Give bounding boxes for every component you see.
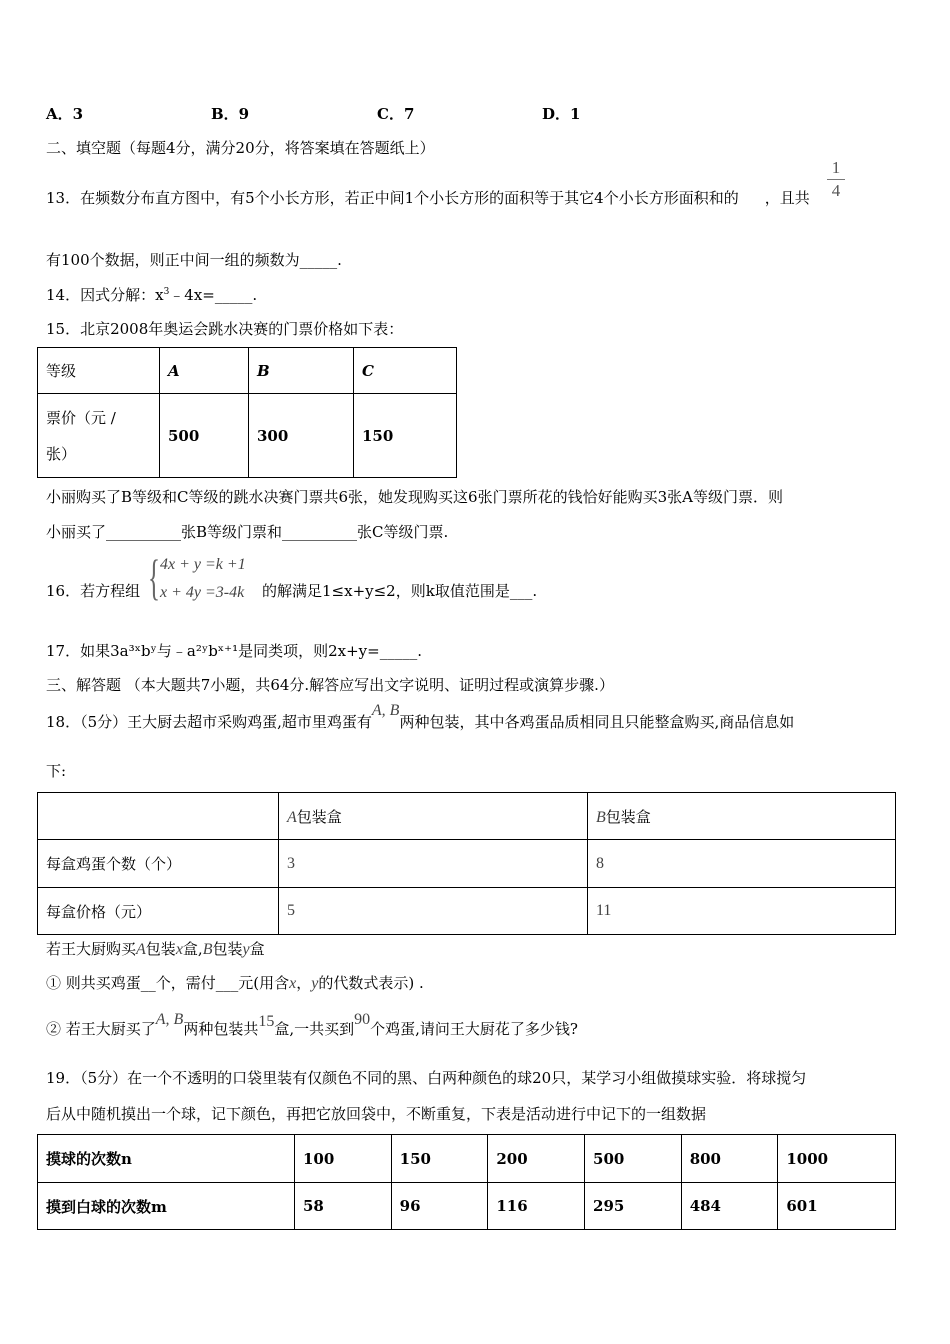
q18-row-price-label: 每盒价格（元） <box>38 888 279 935</box>
q14-part-a: 14．因式分解：x <box>46 286 164 304</box>
q18-s1d: y <box>311 975 319 992</box>
q16-eq1: 4x + y =k +1 <box>160 556 246 573</box>
q18-t1i: 盒 <box>249 940 265 958</box>
q18-price-b: 11 <box>588 888 896 935</box>
q15-header-b: B <box>249 348 354 394</box>
q18-s1c: ， <box>296 974 312 992</box>
choice-d: D．1 <box>542 105 581 123</box>
q19-m-2: 96 <box>391 1183 488 1230</box>
q13-frac-den: 4 <box>831 181 841 200</box>
q16-post: 的解满足1≤x+y≤2，则k取值范围是___. <box>262 582 538 600</box>
q19-n-4: 500 <box>585 1135 682 1183</box>
q18-s2d: 15 <box>258 1013 275 1030</box>
q19-m-4: 295 <box>585 1183 682 1230</box>
q18-s2c: 两种包装共 <box>183 1020 259 1038</box>
q18-part-b: 两种包装，其中各鸡蛋品质相同且只能整盒购买,商品信息如 <box>399 713 795 731</box>
q18-sub1 <box>46 972 424 993</box>
q15-row-label-1: 票价（元 / <box>46 408 116 427</box>
q18-price-a: 5 <box>279 888 588 935</box>
q15-text-1: 小丽购买了B等级和C等级的跳水决赛门票共6张，她发现购买这6张门票所花的钱恰好能购买3张A等级门票．则 <box>46 488 783 506</box>
q18-part-a: 18．（5分）王大厨去超市采购鸡蛋,超市里鸡蛋有 <box>46 713 372 731</box>
q13-fraction <box>827 158 845 201</box>
q15-row-label-2: 张） <box>46 444 77 463</box>
q14-part-b: ﹣4x=_____. <box>169 286 258 304</box>
brace-icon: { <box>148 549 160 605</box>
q15-price-c: 150 <box>354 394 457 478</box>
q15-price-a: 500 <box>160 394 249 478</box>
q18-row-count-label: 每盒鸡蛋个数（个） <box>38 840 279 888</box>
q18-s1a: ① 则共买鸡蛋__个，需付___元(用含 <box>46 974 290 992</box>
q16-eq2: x + 4y =3-4k <box>160 584 245 601</box>
q18-count-a: 3 <box>279 840 588 888</box>
q19-n-3: 200 <box>488 1135 585 1183</box>
q18-s2a: ② 若王大厨买了 <box>46 1020 156 1038</box>
q18-t1a: 若王大厨购买 <box>46 940 137 958</box>
q18-egg-table <box>37 792 896 935</box>
q18-text <box>46 702 795 732</box>
q19-text-2: 后从中随机摸出一个球，记下颜色，再把它放回袋中，不断重复，下表是活动进行中记下的一组数据 <box>46 1105 707 1123</box>
q16-pre: 16．若方程组 <box>46 582 141 600</box>
q18-header-b <box>588 793 896 840</box>
q18-buy-line <box>46 938 265 959</box>
q18-header-a-suffix: 包装盒 <box>296 807 342 826</box>
q18-header-b-suffix: 包装盒 <box>605 807 651 826</box>
q18-t1d: x <box>175 941 183 958</box>
q18-s2e: 盒,一共买到 <box>274 1020 355 1038</box>
q15-intro: 15．北京2008年奥运会跳水决赛的门票价格如下表： <box>46 320 404 338</box>
q18-header-a-letter: A <box>287 808 297 826</box>
q13-part-b: ，且共 <box>764 189 810 207</box>
q18-t1b: A <box>136 941 146 958</box>
q18-header-empty <box>38 793 279 840</box>
q14-text <box>46 284 257 305</box>
q18-t1g: 包装 <box>212 940 243 958</box>
q15-price-table <box>37 347 457 478</box>
q13-text <box>46 187 810 208</box>
q19-m-3: 116 <box>488 1183 585 1230</box>
q19-text-1: 19．（5分）在一个不透明的口袋里装有仅颜色不同的黑、白两种颜色的球20只，某学习小组做摸球实验．将球搅匀 <box>46 1069 807 1087</box>
q19-header-n: 摸球的次数n <box>38 1135 295 1183</box>
q19-header-m: 摸到白球的次数m <box>38 1183 295 1230</box>
choice-b: B．9 <box>211 105 250 123</box>
q13-continued: 有100个数据，则正中间一组的频数为_____. <box>46 251 342 269</box>
q18-ab: A, B <box>371 702 400 719</box>
q18-header-a <box>279 793 588 840</box>
q18-t1e: 盒, <box>182 940 203 958</box>
q18-t1c: 包装 <box>145 940 176 958</box>
q19-m-1: 58 <box>295 1183 392 1230</box>
q18-continued: 下: <box>46 762 67 780</box>
q19-m-5: 484 <box>681 1183 778 1230</box>
q18-sub2 <box>46 1011 578 1039</box>
q19-m-6: 601 <box>778 1183 896 1230</box>
q18-s1e: 的代数式表示) . <box>318 974 424 992</box>
q18-s2g: 个鸡蛋,请问王大厨花了多少钱? <box>370 1020 578 1038</box>
q18-count-b: 8 <box>588 840 896 888</box>
q19-n-6: 1000 <box>778 1135 896 1183</box>
q18-t1h: y <box>242 941 250 958</box>
choice-c: C．7 <box>377 105 415 123</box>
q15-header-a: A <box>160 348 249 394</box>
q19-n-2: 150 <box>391 1135 488 1183</box>
q18-t1f: B <box>202 941 213 958</box>
q18-s2b: A, B <box>155 1011 184 1028</box>
section-3-heading: 三、解答题 （本大题共7小题，共64分.解答应写出文字说明、证明过程或演算步骤.） <box>46 676 614 694</box>
q15-price-b: 300 <box>249 394 354 478</box>
q18-s2f: 90 <box>354 1011 371 1028</box>
section-2-heading: 二、填空题（每题4分，满分20分，将答案填在答题纸上） <box>46 139 435 157</box>
q18-s1b: x <box>289 975 297 992</box>
q13-part-a: 13．在频数分布直方图中，有5个小长方形，若正中间1个小长方形的面积等于其它4个小长方形面积和的 <box>46 189 739 207</box>
q19-n-1: 100 <box>295 1135 392 1183</box>
q13-frac-num: 1 <box>831 158 841 177</box>
q15-text-2: 小丽买了__________张B等级门票和__________张C等级门票. <box>46 523 449 541</box>
q15-header-c: C <box>354 348 457 394</box>
q15-row-label <box>38 394 160 478</box>
q17-text: 17．如果3a³ˣbʸ与﹣a²ʸbˣ⁺¹是同类项，则2x+y=_____. <box>46 642 422 660</box>
q19-n-5: 800 <box>681 1135 778 1183</box>
q18-header-b-letter: B <box>596 808 606 826</box>
q15-header-grade: 等级 <box>38 348 160 394</box>
q14-exponent: 3 <box>163 287 170 297</box>
choice-a: A．3 <box>46 105 84 123</box>
q19-data-table <box>37 1134 896 1230</box>
